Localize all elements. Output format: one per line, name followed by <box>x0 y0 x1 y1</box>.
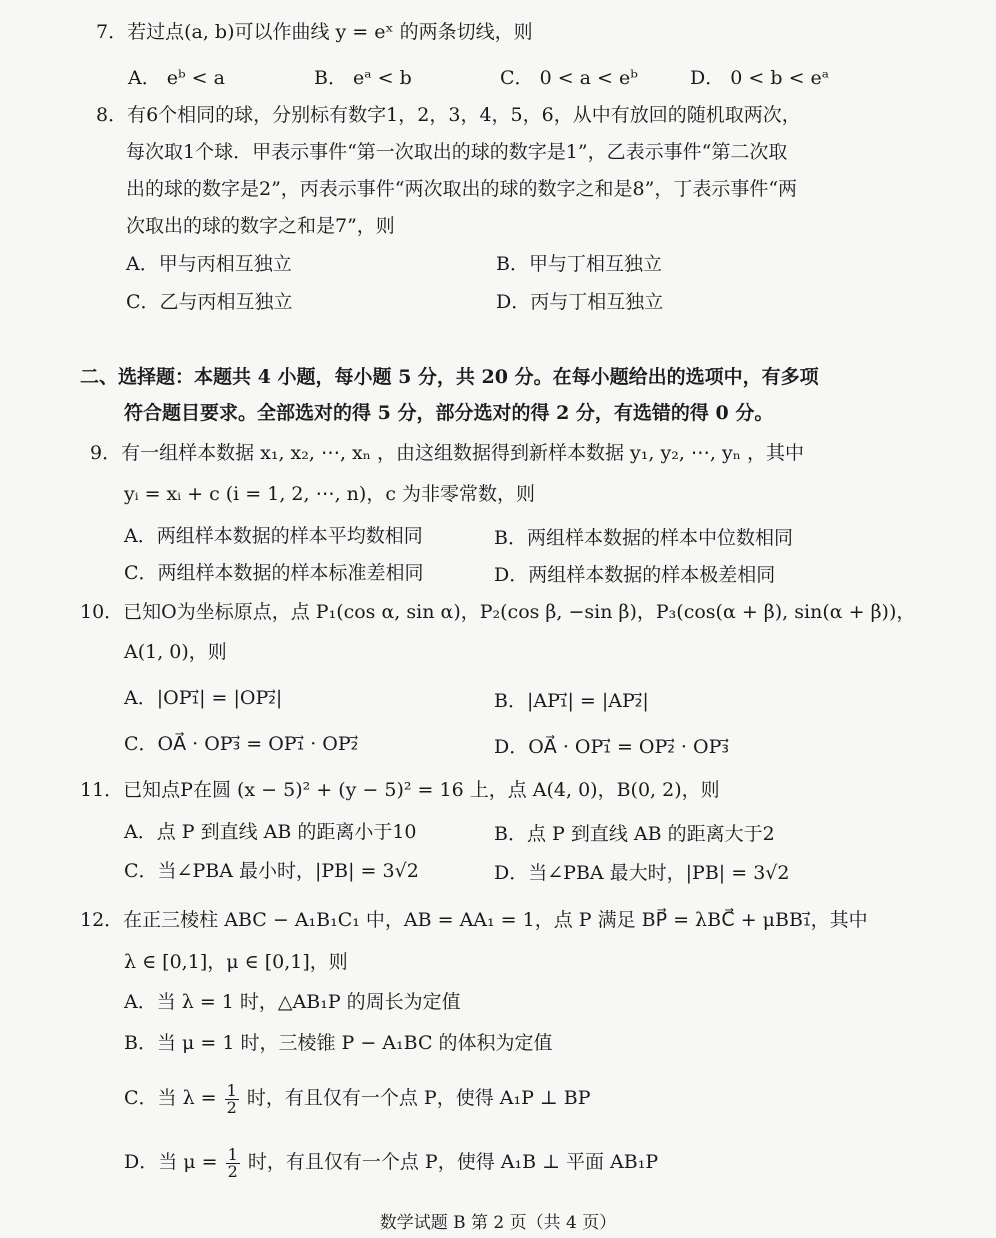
q11-option-a: A．点 P 到直线 AB 的距离小于10 <box>124 821 417 843</box>
fraction-numerator: 1 <box>226 1080 237 1100</box>
q8-option-b: B．甲与丁相互独立 <box>496 253 662 275</box>
q7-option-b: B． eᵃ < b <box>314 67 412 89</box>
q8-stem-line-3: 出的球的数字是2”，丙表示事件“两次取出的球的数字之和是8”，丁表示事件“两 <box>126 178 798 200</box>
q9-option-a: A．两组样本数据的样本平均数相同 <box>124 525 423 547</box>
q12-option-d <box>124 1142 658 1182</box>
q7-option-c: C． 0 < a < eᵇ <box>500 67 638 89</box>
q12-option-d-suffix: 时，有且仅有一个点 P，使得 A₁B ⊥ 平面 AB₁P <box>247 1151 659 1173</box>
q12-option-a: A．当 λ = 1 时，△AB₁P 的周长为定值 <box>124 991 461 1013</box>
q9-stem-line-2: yᵢ = xᵢ + c (i = 1, 2, ⋯, n)，c 为非零常数，则 <box>124 483 536 505</box>
q12-option-b: B．当 μ = 1 时，三棱锥 P − A₁BC 的体积为定值 <box>124 1032 553 1054</box>
q10-stem-line-2: A(1, 0)，则 <box>124 641 227 663</box>
q10-option-b: B．|AP₁⃗| = |AP₂⃗| <box>494 690 649 712</box>
fraction-numerator: 1 <box>227 1144 238 1164</box>
q12-option-c-fraction <box>225 1080 239 1117</box>
q9-option-c: C．两组样本数据的样本标准差相同 <box>124 562 424 584</box>
q12-option-c-suffix: 时，有且仅有一个点 P，使得 A₁P ⊥ BP <box>246 1087 591 1109</box>
fraction-denominator: 2 <box>226 1097 237 1117</box>
q8-stem-line-4: 次取出的球的数字之和是7”，则 <box>126 215 395 237</box>
q12-option-c <box>124 1078 591 1118</box>
q8-option-a: A．甲与丙相互独立 <box>126 253 292 275</box>
q12-stem-line-2: λ ∈ [0,1]，μ ∈ [0,1]，则 <box>124 951 348 973</box>
q12-option-d-prefix: D．当 μ = <box>124 1151 218 1173</box>
page-footer: 数学试题 B 第 2 页（共 4 页） <box>379 1213 617 1233</box>
q12-option-d-fraction <box>226 1144 240 1181</box>
q8-option-c: C．乙与丙相互独立 <box>126 291 293 313</box>
q10-stem-line-1: 10．已知O为坐标原点，点 P₁(cos α, sin α)，P₂(cos β, −sin β)，P₃(cos(α + β), sin(α + β))， <box>80 601 916 623</box>
section2-header-line-1: 二、选择题：本题共 4 小题，每小题 5 分，共 20 分。在每小题给出的选项中，有多项 <box>80 366 819 388</box>
q10-option-c: C．OA⃗ · OP₃⃗ = OP₁⃗ · OP₂⃗ <box>124 733 359 755</box>
q8-option-d: D．丙与丁相互独立 <box>496 291 664 313</box>
q12-stem-line-1: 12．在正三棱柱 ABC − A₁B₁C₁ 中，AB = AA₁ = 1，点 P 满足 BP⃗ = λBC⃗ + μBB₁⃗，其中 <box>80 909 868 931</box>
q7-option-d: D． 0 < b < eᵃ <box>690 67 830 89</box>
q10-option-d: D．OA⃗ · OP₁⃗ = OP₂⃗ · OP₃⃗ <box>494 736 729 758</box>
q9-option-d: D．两组样本数据的样本极差相同 <box>494 564 776 586</box>
q11-option-b: B．点 P 到直线 AB 的距离大于2 <box>494 823 775 845</box>
q7-option-a: A． eᵇ < a <box>128 67 225 89</box>
q12-option-c-prefix: C．当 λ = <box>124 1087 217 1109</box>
q8-stem-line-1: 8．有6个相同的球，分别标有数字1，2，3，4，5，6，从中有放回的随机取两次， <box>96 104 801 126</box>
q9-option-b: B．两组样本数据的样本中位数相同 <box>494 527 793 549</box>
q11-option-d: D．当∠PBA 最大时，|PB| = 3√2 <box>494 862 790 884</box>
q11-stem: 11．已知点P在圆 (x − 5)² + (y − 5)² = 16 上，点 A(4, 0)，B(0, 2)，则 <box>80 779 720 801</box>
section2-header-line-2: 符合题目要求。全部选对的得 5 分，部分选对的得 2 分，有选错的得 0 分。 <box>124 402 774 424</box>
q8-stem-line-2: 每次取1个球．甲表示事件“第一次取出的球的数字是1”，乙表示事件“第二次取 <box>126 141 788 163</box>
q11-option-c: C．当∠PBA 最小时，|PB| = 3√2 <box>124 860 419 882</box>
q9-stem-line-1: 9．有一组样本数据 x₁, x₂, ⋯, xₙ ，由这组数据得到新样本数据 y₁, y₂, ⋯, yₙ ，其中 <box>90 442 804 464</box>
q7-stem: 7．若过点(a, b)可以作曲线 y = eˣ 的两条切线，则 <box>96 21 533 43</box>
q10-option-a: A．|OP₁⃗| = |OP₂⃗| <box>124 687 283 709</box>
fraction-denominator: 2 <box>227 1161 238 1181</box>
